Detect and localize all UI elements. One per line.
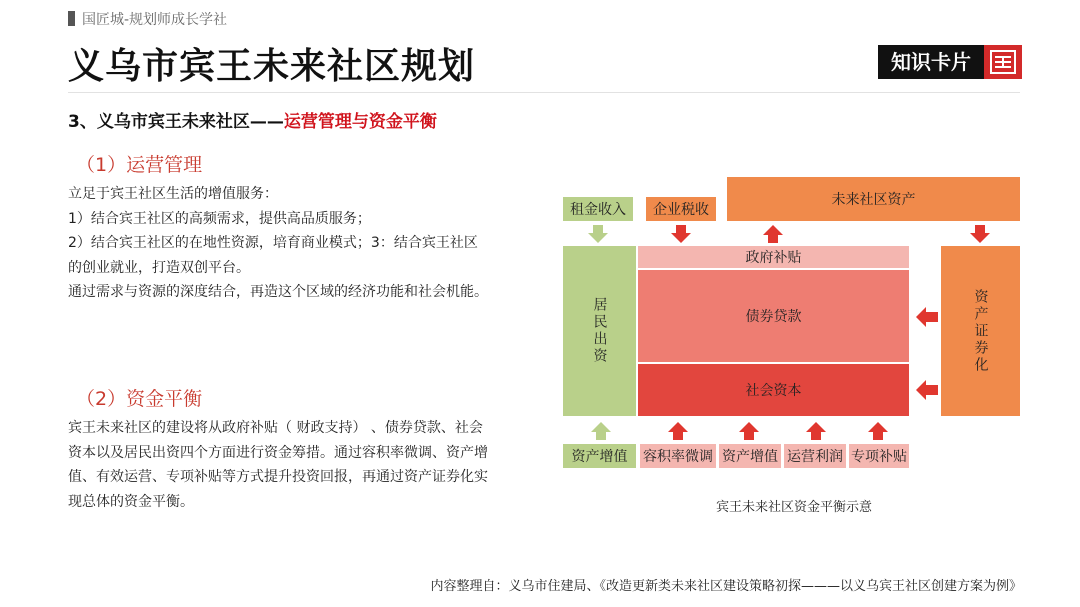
section-title (68, 107, 437, 132)
operation-line: 2）结合宾王社区的在地性资源，培育商业模式；3：结合宾王社区的创业就业，打造双创平台。 (68, 235, 478, 276)
social-capital-row: 社会资本 (638, 364, 909, 416)
section-title-prefix: 3、义乌市宾王未来社区—— (68, 112, 284, 132)
bond-loan-row: 债券贷款 (638, 270, 909, 362)
arrow-up-icon (763, 225, 783, 243)
arrow-down-icon (671, 225, 691, 243)
enterprise-tax-box: 企业税收 (646, 197, 716, 221)
funding-paragraph: 宾王未来社区的建设将从政府补贴（ 财政支持） 、债券贷款、社会资本以及居民出资四个方面进行资金筹措。通过容积率微调、资产增值、有效运营、专项补贴等方式提升投资回报，再通过资产证券化实现总体的资金平衡。 (68, 420, 488, 510)
operation-text (68, 182, 488, 305)
operating-profit-box: 运营利润 (784, 444, 846, 468)
badge-label: 知识卡片 (878, 45, 984, 79)
arrow-up-icon (806, 422, 826, 440)
funding-balance-diagram (560, 175, 1022, 475)
arrow-up-icon (739, 422, 759, 440)
diagram-caption: 宾王未来社区资金平衡示意 (716, 500, 873, 515)
operation-line: 通过需求与资源的深度结合，再造这个区域的经济功能和社会机能。 (68, 284, 488, 300)
special-subsidy-box: 专项补贴 (849, 444, 909, 468)
funding-subtitle: （2）资金平衡 (76, 388, 203, 410)
rent-income-box: 租金收入 (563, 197, 633, 221)
arrow-up-icon (868, 422, 888, 440)
arrow-down-icon (970, 225, 990, 243)
knowledge-card-badge (878, 45, 1022, 79)
asset-appreciation-box: 资产增值 (563, 444, 636, 468)
header-divider (68, 92, 1020, 93)
arrow-up-icon (668, 422, 688, 440)
source-note: 内容整理自：义乌市住建局、《改造更新类未来社区建设策略初探———以义乌宾王社区创建方案为例》 (430, 579, 1022, 594)
operation-line: 1）结合宾王社区的高频需求，提供高品质服务； (68, 210, 371, 227)
asset-securitization-box: 资产证券化 (941, 246, 1020, 416)
operation-line: 立足于宾王社区生活的增值服务： (68, 186, 278, 202)
brand-label: 国匠城-规划师成长学社 (82, 12, 228, 28)
asset-appreciation-box-2: 资产增值 (719, 444, 781, 468)
operation-subtitle: （1）运营管理 (76, 154, 203, 176)
government-subsidy-row: 政府补贴 (638, 246, 909, 268)
arrow-up-icon (591, 422, 611, 440)
arrow-left-icon (916, 380, 938, 400)
guo-logo-icon (984, 45, 1022, 79)
funding-text (68, 416, 488, 514)
resident-funding-box: 居民出资 (563, 246, 636, 416)
future-community-assets-box: 未来社区资产 (727, 177, 1020, 221)
section-title-highlight: 运营管理与资金平衡 (283, 112, 437, 132)
page-title: 义乌市宾王未来社区规划 (68, 46, 476, 87)
arrow-left-icon (916, 307, 938, 327)
brand-marker (68, 11, 75, 26)
far-adjustment-box: 容积率微调 (640, 444, 716, 468)
arrow-down-icon (588, 225, 608, 243)
